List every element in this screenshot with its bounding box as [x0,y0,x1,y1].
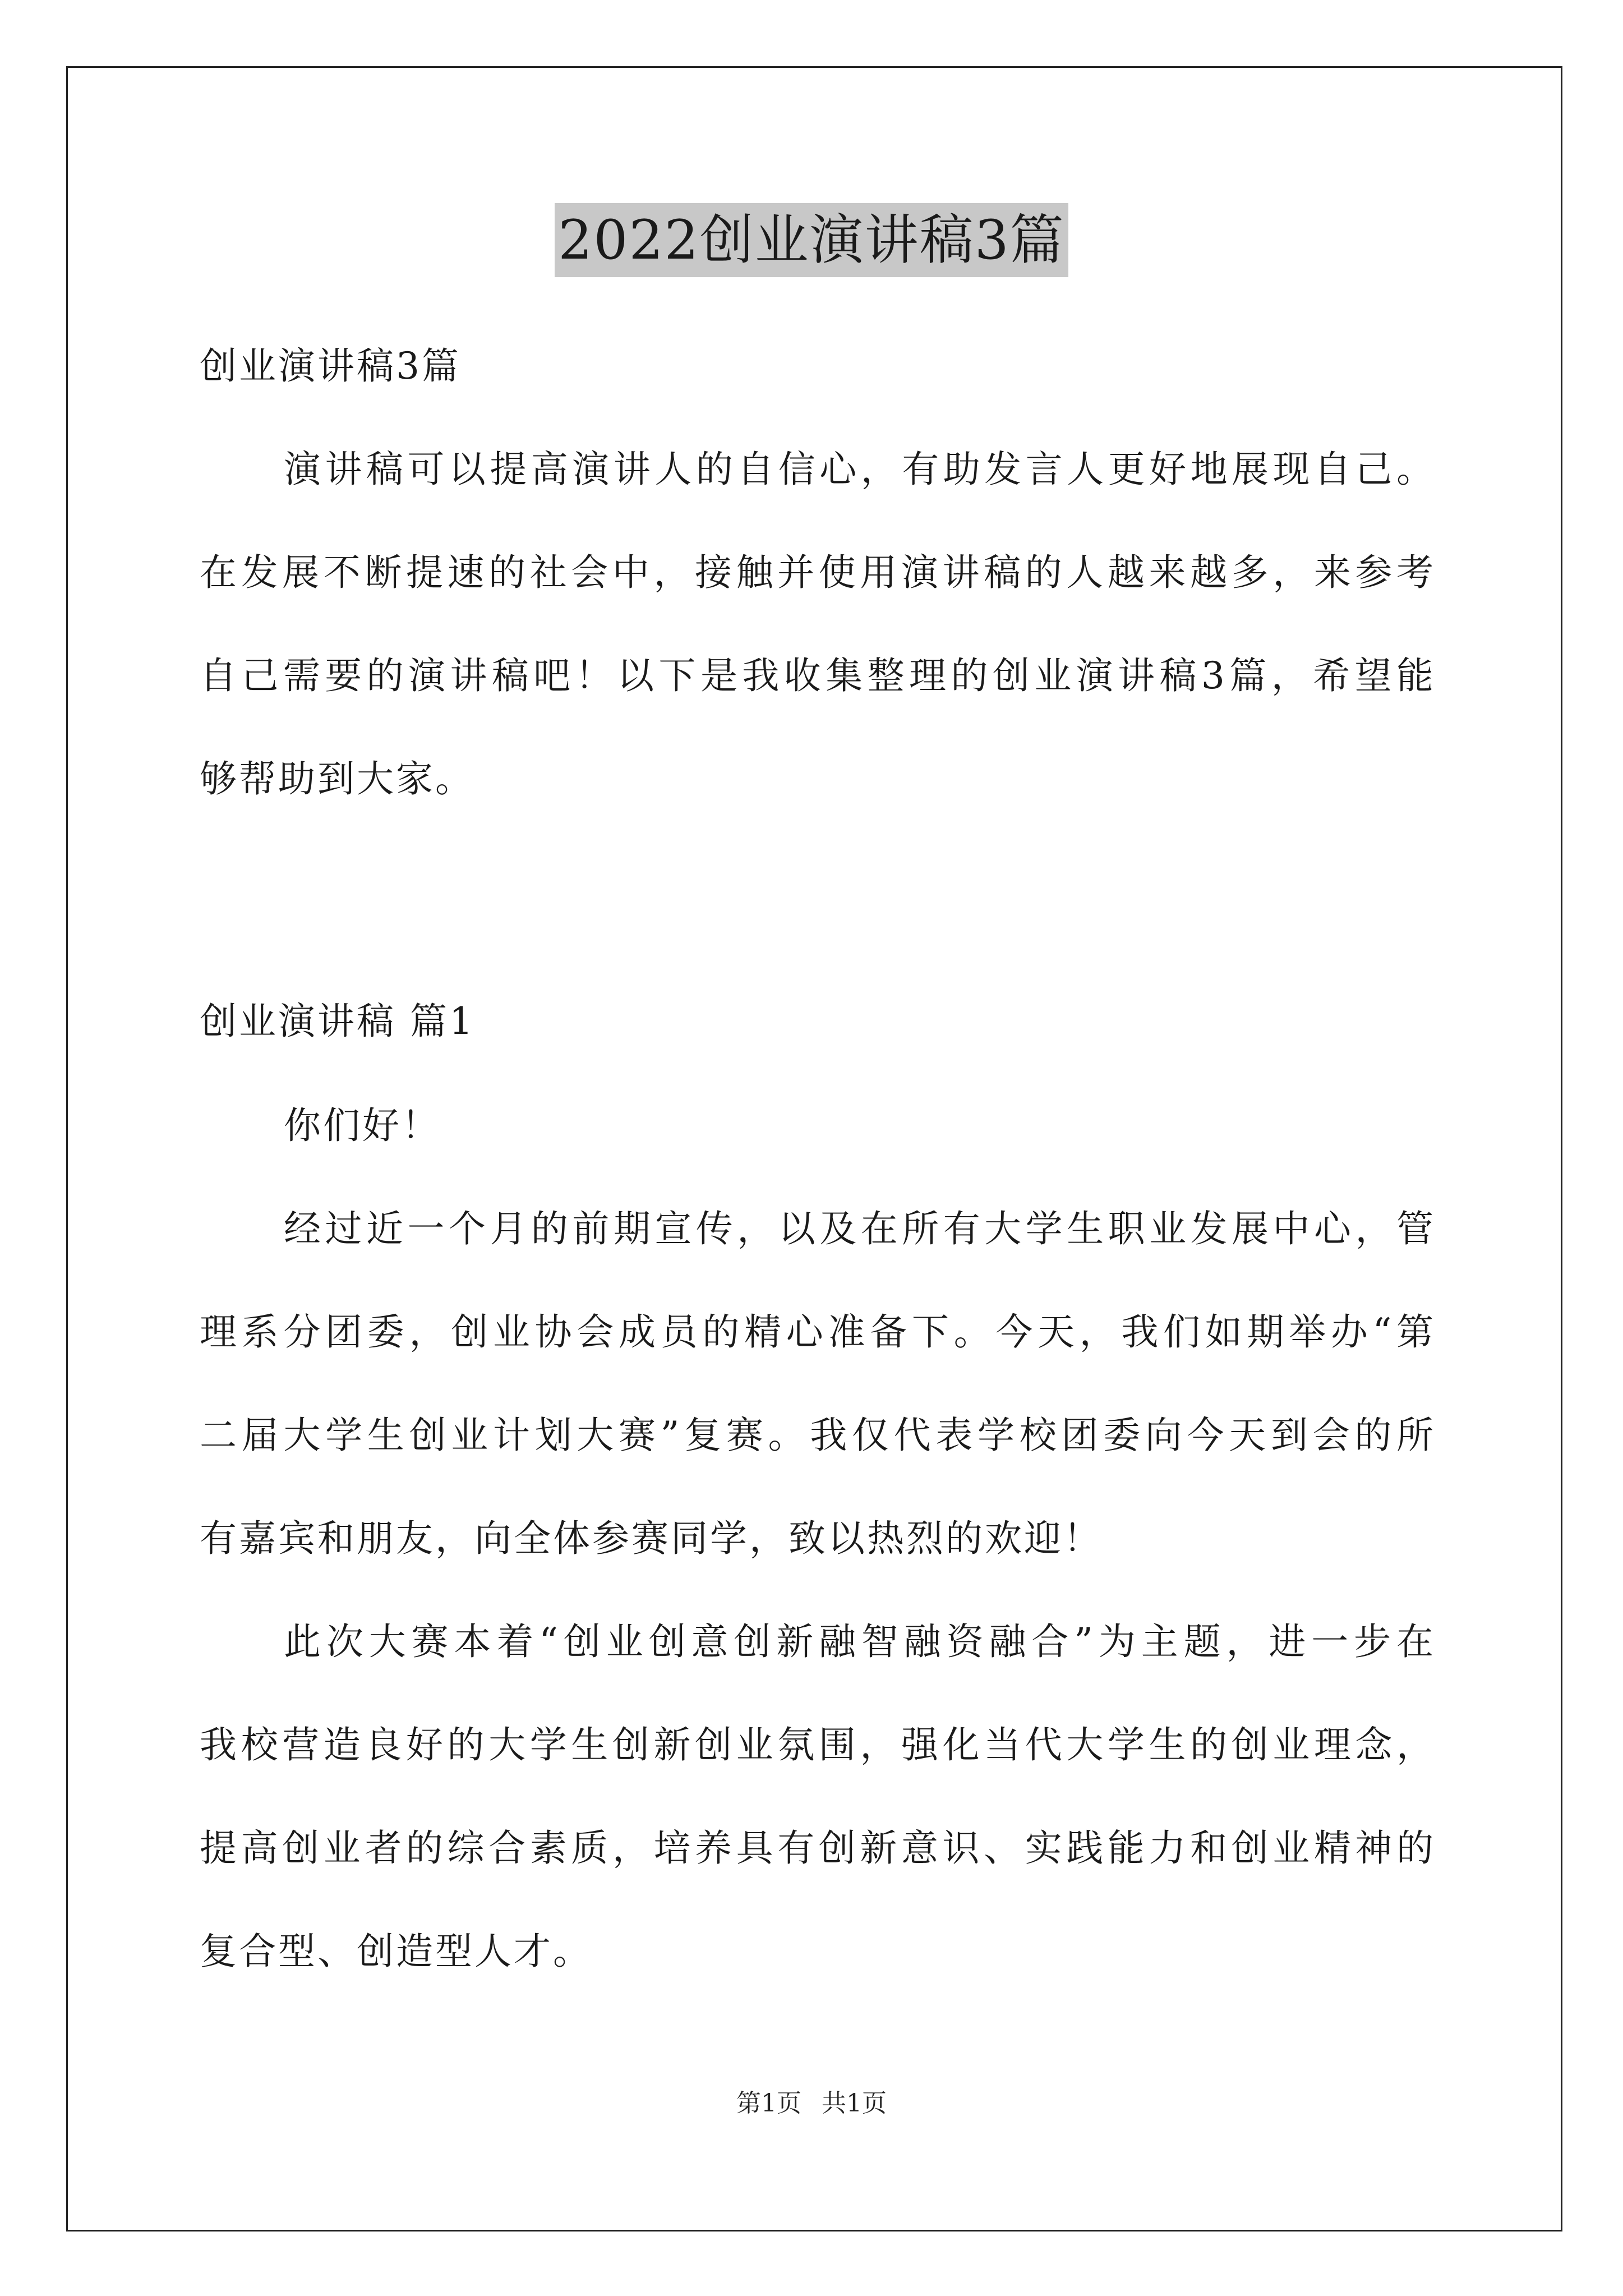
intro-line: 够帮助到大家。 [200,757,474,800]
page-number: 第1页 [736,2089,801,2118]
paragraph-line: 我校营造良好的大学生创新创业氛围，强化当代大学生的创业理念， [200,1723,1433,1766]
paragraph-line: 此次大赛本着“创业创意创新融智融资融合”为主题，进一步在 [284,1620,1433,1663]
intro-line: 自己需要的演讲稿吧！以下是我收集整理的创业演讲稿3篇，希望能 [200,654,1433,697]
page-footer [0,2087,1623,2120]
paragraph-line: 有嘉宾和朋友，向全体参赛同学，致以热烈的欢迎！ [200,1517,1103,1560]
paragraph-line: 经过近一个月的前期宣传，以及在所有大学生职业发展中心，管 [284,1207,1433,1250]
document-subtitle: 创业演讲稿3篇 [200,344,461,388]
document-title: 2022创业演讲稿3篇 [555,203,1068,277]
paragraph-line: 二届大学生创业计划大赛”复赛。我仅代表学校团委向今天到会的所 [200,1414,1433,1457]
intro-line: 演讲稿可以提高演讲人的自信心，有助发言人更好地展现自己。 [284,448,1433,491]
page-total: 共1页 [822,2089,887,2118]
intro-line: 在发展不断提速的社会中，接触并使用演讲稿的人越来越多，来参考 [200,551,1433,594]
paragraph-line: 复合型、创造型人才。 [200,1930,592,1973]
greeting: 你们好！ [284,1104,441,1147]
title-container [0,203,1623,277]
section-heading: 创业演讲稿 篇1 [200,1000,475,1043]
paragraph-line: 提高创业者的综合素质，培养具有创新意识、实践能力和创业精神的 [200,1826,1433,1870]
paragraph-line: 理系分团委，创业协会成员的精心准备下。今天，我们如期举办“第 [200,1310,1433,1354]
